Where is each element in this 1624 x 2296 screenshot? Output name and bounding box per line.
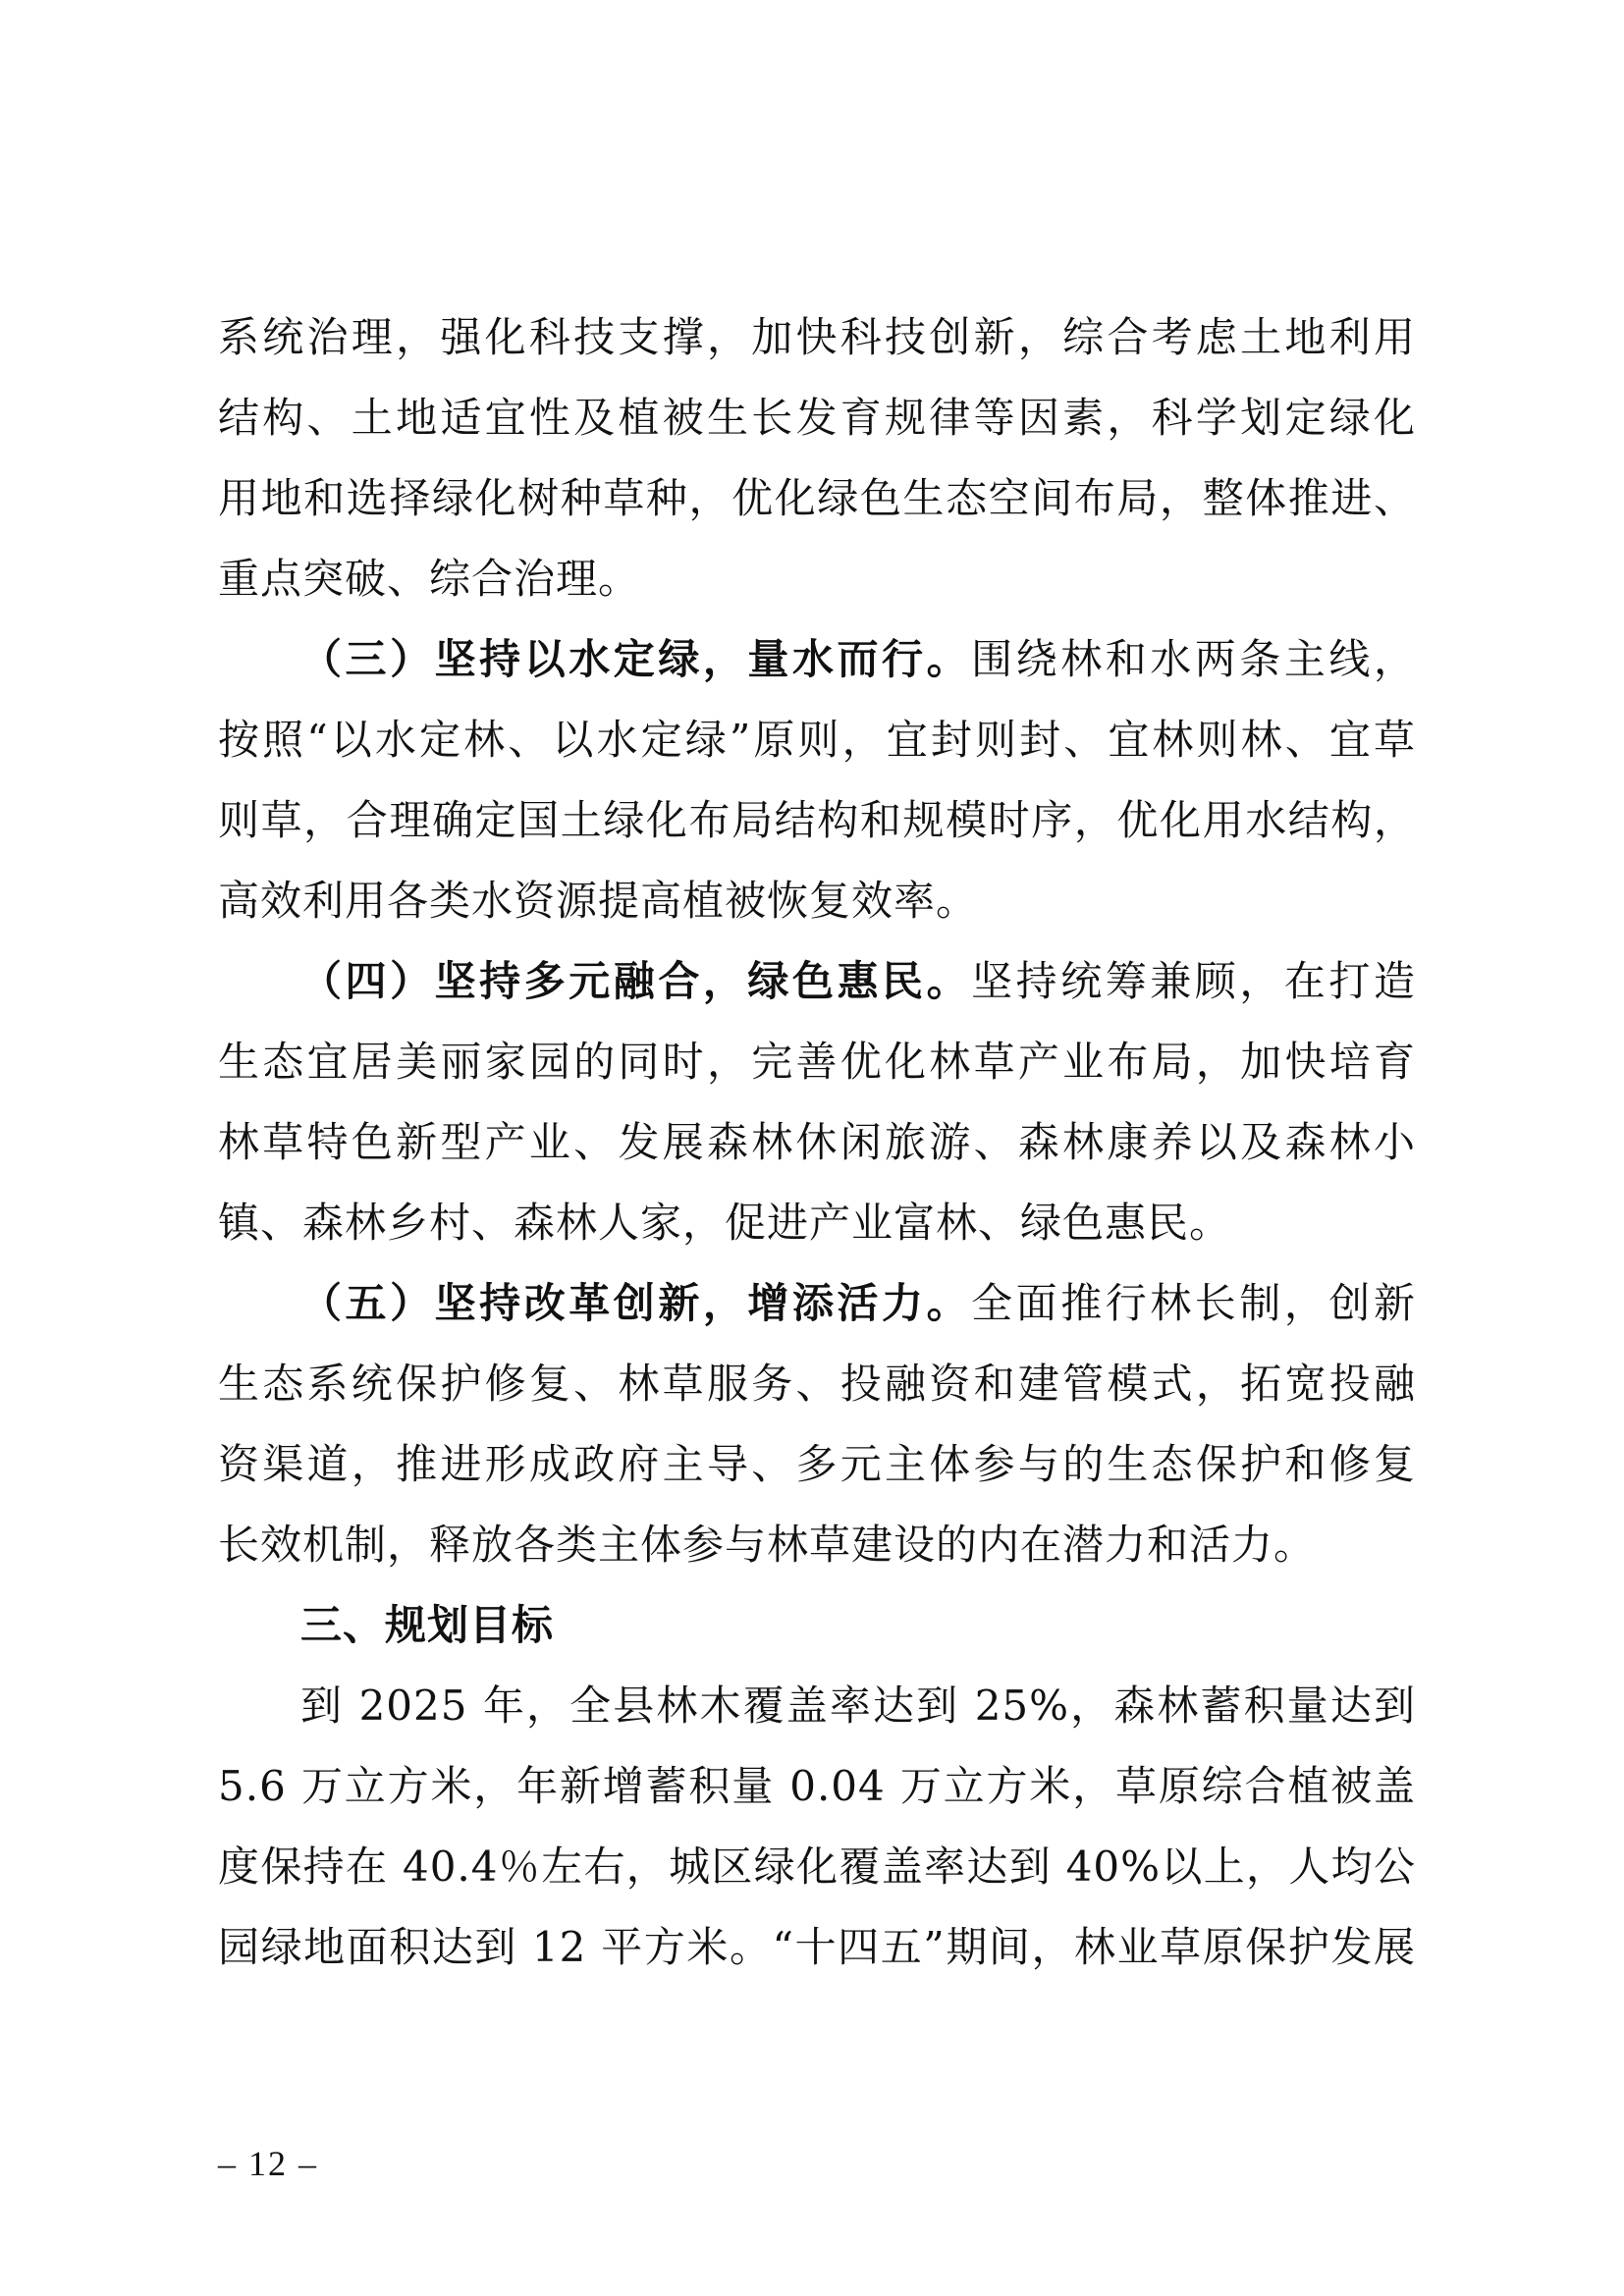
text-line: 生态宜居美丽家园的同时，完善优化林草产业布局，加快培育	[218, 1038, 1416, 1086]
paragraph-lead-bold: （五）坚持改革创新，增添活力。	[300, 1279, 972, 1327]
paragraph-lead-bold: （四）坚持多元融合，绿色惠民。	[300, 957, 972, 1005]
text-line: 高效利用各类水资源提高植被恢复效率。	[218, 877, 979, 925]
text-line: 按照“以水定林、以水定绿”原则，宜封则封、宜林则林、宜草	[218, 716, 1416, 764]
text-span: 围绕林和水两条主线，	[971, 635, 1416, 683]
text-line: 度保持在 40.4％左右，城区绿化覆盖率达到 40%以上，人均公	[218, 1842, 1416, 1891]
text-line: 结构、土地适宜性及植被生长发育规律等因素，科学划定绿化	[218, 394, 1416, 442]
text-span: 全面推行林长制，创新	[971, 1279, 1416, 1327]
text-line: 园绿地面积达到 12 平方米。“十四五”期间，林业草原保护发展	[218, 1923, 1416, 1971]
text-line: 资渠道，推进形成政府主导、多元主体参与的生态保护和修复	[218, 1440, 1416, 1488]
page-number: – 12 –	[218, 2144, 318, 2183]
text-line: 重点突破、综合治理。	[218, 555, 641, 603]
text-line: 则草，合理确定国土绿化布局结构和规模时序，优化用水结构，	[218, 796, 1416, 844]
text-line: 5.6 万立方米，年新增蓄积量 0.04 万立方米，草原综合植被盖	[218, 1762, 1416, 1810]
text-span: 坚持统筹兼顾，在打造	[971, 957, 1416, 1005]
text-line: 生态系统保护修复、林草服务、投融资和建管模式，拓宽投融	[218, 1360, 1416, 1408]
text-line: 用地和选择绿化树种草种，优化绿色生态空间布局，整体推进、	[218, 474, 1416, 522]
paragraph-first-line	[300, 632, 1416, 687]
paragraph-first-line	[300, 954, 1416, 1009]
text-line: 到 2025 年，全县林木覆盖率达到 25%，森林蓄积量达到	[300, 1682, 1416, 1730]
text-line: 系统治理，强化科技支撑，加快科技创新，综合考虑土地利用	[218, 313, 1416, 361]
text-line: 林草特色新型产业、发展森林休闲旅游、森林康养以及森林小	[218, 1118, 1416, 1166]
text-line: 镇、森林乡村、森林人家，促进产业富林、绿色惠民。	[218, 1199, 1232, 1247]
paragraph-first-line	[300, 1276, 1416, 1331]
text-line: 长效机制，释放各类主体参与林草建设的内在潜力和活力。	[218, 1521, 1317, 1569]
paragraph-lead-bold: （三）坚持以水定绿，量水而行。	[300, 635, 972, 683]
section-heading: 三、规划目标	[300, 1601, 555, 1649]
